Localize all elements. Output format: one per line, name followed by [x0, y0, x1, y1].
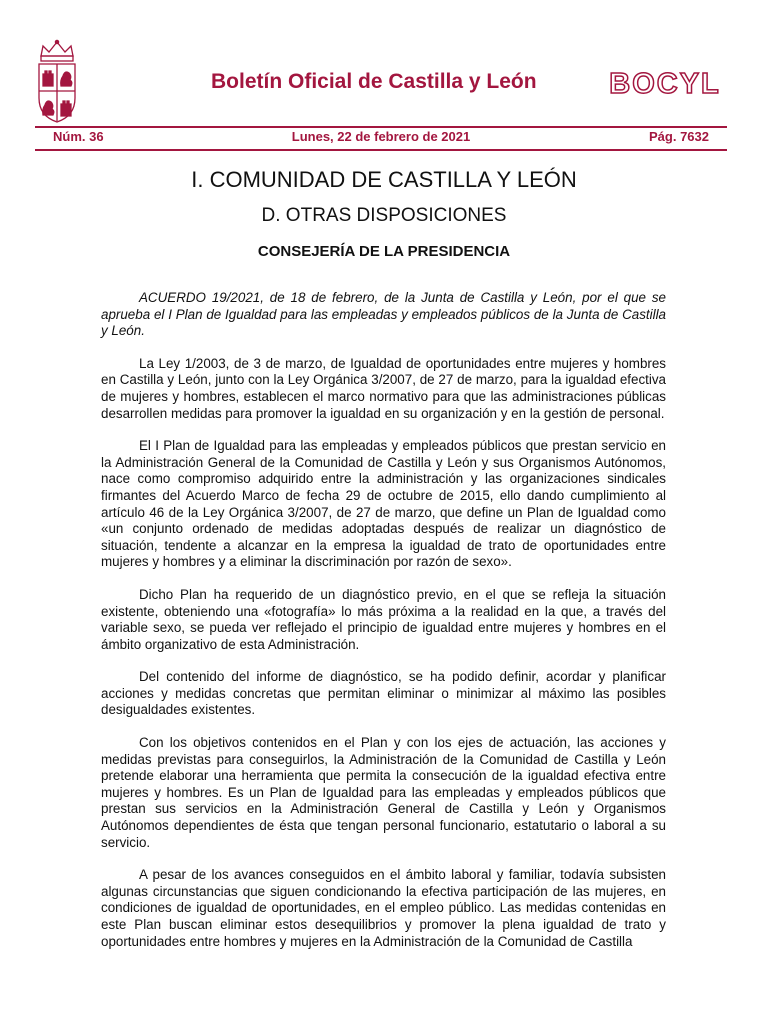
bocyl-logo — [603, 68, 727, 98]
body-paragraph: Del contenido del informe de diagnóstico, se ha podido definir, acordar y planificar acciones y medidas concretas que permitan eliminar o minimizar al máximo las posibles desigualdades existentes. — [101, 669, 666, 718]
document-body — [101, 290, 666, 966]
body-paragraph: A pesar de los avances conseguidos en el ámbito laboral y familiar, todavía subsisten algunas circunstancias que siguen condicionando la efectiva participación de las mujeres, en condiciones de igualdad de oportunidades, en el empleo público. Las medidas contenidas en este Plan buscan eliminar estos desequilibrios y promover la plena igualdad de trato y oportunidades entre hombres y mujeres en la Administración de la Comunidad de Castilla — [101, 867, 666, 949]
section-title: I. COMUNIDAD DE CASTILLA Y LEÓN — [191, 167, 577, 192]
body-paragraph: Dicho Plan ha requerido de un diagnóstico previo, en el que se refleja la situación existente, obteniendo una «fotografía» lo más próxima a la realidad en la que, a través del variable sexo, se pueda ver reflejado el principio de igualdad entre mujeres y hombres en el ámbito organizativo de esta Administración. — [101, 586, 666, 652]
castilla-leon-coat-of-arms-icon — [35, 38, 79, 124]
body-paragraph: La Ley 1/2003, de 3 de marzo, de Igualdad de oportunidades entre mujeres y hombres en Castilla y León, junto con la Ley Orgánica 3/2007, de 27 de marzo, para la igualdad efectiva de mujeres y hombres, establecen el marco normativo para que las administraciones públicas desarrollen medidas para promover la igualdad en su organización y en la gestión de personal. — [101, 355, 666, 421]
body-paragraph: Con los objetivos contenidos en el Plan y con los ejes de actuación, las acciones y medidas previstas para conseguirlos, la Administración de la Comunidad de Castilla y León pretende elaborar una herramienta que permita la consecución de la igualdad efectiva entre mujeres y hombres. Es un Plan de Igualdad para las empleadas y empleados públicos que prestan sus servicios en la Administración General de Castilla y León y Organismos Autónomos dependientes de ésta que tengan personal funcionario, estatutario o laboral a su servicio. — [101, 735, 666, 850]
issue-meta-row — [35, 129, 727, 149]
page-number: Pág. 7632 — [649, 129, 709, 144]
header-rule-bottom — [35, 149, 727, 151]
resolution-heading: ACUERDO 19/2021, de 18 de febrero, de la Junta de Castilla y León, por el que se aprueba el I Plan de Igualdad para las empleadas y empleados públicos de la Junta de Castilla y León. — [101, 290, 666, 339]
header-rule-top — [35, 126, 727, 128]
department-title: CONSEJERÍA DE LA PRESIDENCIA — [257, 243, 511, 260]
body-paragraph: El I Plan de Igualdad para las empleadas y empleados públicos que prestan servicio en la Administración General de la Comunidad de Castilla y León y sus Organismos Autónomos, nace como compromiso adquirido entre la administración y las organizaciones sindicales firmantes del Acuerdo Marco de fecha 29 de octubre de 2015, ello dando cumplimiento al artículo 46 de la Ley Orgánica 3/2007, de 27 de marzo, que define un Plan de Igualdad como «un conjunto ordenado de medidas adoptadas después de realizar un diagnóstico de situación, tendente a alcanzar en la empresa la igualdad de trato de oportunidades entre mujeres y hombres y a eliminar la discriminación por razón de sexo». — [101, 438, 666, 570]
issue-number: Núm. 36 — [53, 129, 104, 144]
bocyl-logo-text: BOCYL — [609, 68, 721, 98]
issue-date: Lunes, 22 de febrero de 2021 — [291, 129, 471, 144]
subsection-title: D. OTRAS DISPOSICIONES — [261, 205, 507, 226]
bulletin-title: Boletín Oficial de Castilla y León — [211, 70, 537, 93]
